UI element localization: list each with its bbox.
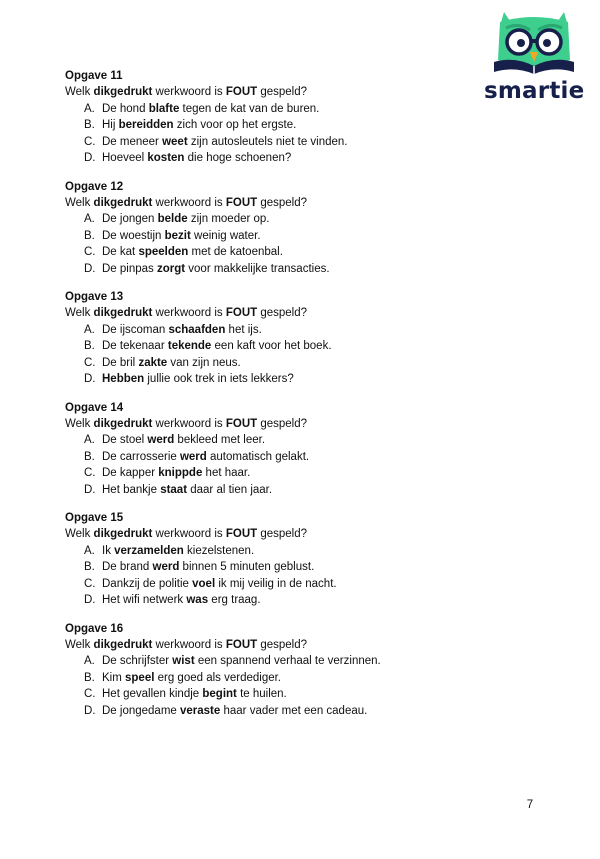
option-letter: A. <box>84 102 95 115</box>
sentence-text: De stoel <box>102 434 148 446</box>
exercise-question <box>65 416 535 433</box>
option-letter: A. <box>84 544 95 557</box>
sentence-text: De ijscoman <box>102 323 169 336</box>
answer-option <box>65 482 535 499</box>
answer-option <box>65 244 535 261</box>
verb-bold: veraste <box>180 704 221 717</box>
answer-options <box>65 432 535 498</box>
question-text: werkwoord is <box>152 86 226 98</box>
sentence-text: De woestijn <box>102 229 165 242</box>
sentence-text: het ijs. <box>225 323 262 336</box>
sentence-text: De tekenaar <box>102 340 168 352</box>
question-emphasis: dikgedrukt <box>93 638 153 651</box>
verb-bold: zakte <box>138 356 168 369</box>
exercise-question <box>65 84 535 101</box>
sentence-text: weinig water. <box>190 229 261 242</box>
answer-options <box>65 101 535 167</box>
option-sentence <box>102 211 270 228</box>
sentence-text: De carrosserie <box>102 450 180 463</box>
answer-options <box>65 211 535 277</box>
sentence-text: een spannend verhaal te verzinnen. <box>194 655 381 667</box>
verb-bold: kosten <box>147 152 185 164</box>
question-text: Welk <box>65 638 94 651</box>
sentence-text: De jongen <box>102 213 158 225</box>
option-letter: B. <box>84 671 95 684</box>
option-letter: A. <box>84 655 95 667</box>
sentence-text: zich voor op het ergste. <box>173 119 297 131</box>
option-sentence <box>102 449 309 466</box>
question-text: werkwoord is <box>152 528 226 540</box>
question-text: werkwoord is <box>152 196 226 209</box>
option-sentence <box>102 134 348 151</box>
verb-bold: tekende <box>167 340 212 352</box>
verb-bold: staat <box>160 483 188 496</box>
verb-bold: begint <box>202 688 237 700</box>
question-emphasis: dikgedrukt <box>93 528 153 540</box>
answer-option <box>65 211 535 228</box>
question-text: Welk <box>65 196 94 209</box>
sentence-text: het haar. <box>202 467 251 479</box>
verb-bold: was <box>186 594 209 606</box>
option-sentence <box>102 653 381 670</box>
question-text: Welk <box>65 417 94 430</box>
question-emphasis: FOUT <box>225 528 258 540</box>
option-sentence <box>102 371 294 388</box>
sentence-text: voor makkelijke transacties. <box>185 262 330 275</box>
sentence-text: Het bankje <box>102 483 161 496</box>
verb-bold: wist <box>172 655 195 667</box>
sentence-text: bekleed met leer. <box>174 434 266 446</box>
sentence-text: De brand <box>102 561 153 573</box>
answer-option <box>65 432 535 449</box>
sentence-text: Het gevallen kindje <box>102 688 203 700</box>
option-letter: C. <box>84 246 96 258</box>
answer-option <box>65 117 535 134</box>
option-letter: B. <box>84 561 95 573</box>
verb-bold: belde <box>157 213 188 225</box>
sentence-text: binnen 5 minuten geblust. <box>179 561 315 573</box>
exercise-question <box>65 637 535 654</box>
sentence-text: De kapper <box>102 467 159 479</box>
option-sentence <box>102 576 337 593</box>
answer-option <box>65 322 535 339</box>
sentence-text: ik mij veilig in de nacht. <box>215 577 337 590</box>
sentence-text: automatisch gelakt. <box>206 450 310 463</box>
question-emphasis: FOUT <box>225 417 258 430</box>
question-text: werkwoord is <box>152 638 226 651</box>
answer-option <box>65 653 535 670</box>
sentence-text: daar al tien jaar. <box>187 483 273 496</box>
question-text: gespeld? <box>257 417 308 430</box>
sentence-text: Het wifi netwerk <box>102 594 187 606</box>
sentence-text: met de katoenbal. <box>188 246 283 258</box>
sentence-text: Dankzij de politie <box>102 577 193 590</box>
option-letter: A. <box>84 323 95 336</box>
sentence-text: haar vader met een cadeau. <box>220 704 368 717</box>
option-sentence <box>102 244 283 261</box>
verb-bold: blafte <box>148 102 180 115</box>
option-sentence <box>102 228 261 245</box>
answer-option <box>65 355 535 372</box>
option-letter: D. <box>84 373 96 385</box>
question-emphasis: dikgedrukt <box>93 307 153 319</box>
sentence-text: De bril <box>102 356 139 369</box>
option-sentence <box>102 261 330 278</box>
answer-option <box>65 101 535 118</box>
sentence-text: De kat <box>102 246 139 258</box>
sentence-text: erg traag. <box>208 594 261 606</box>
option-sentence <box>102 355 241 372</box>
option-letter: D. <box>84 704 96 717</box>
question-text: Welk <box>65 307 94 319</box>
sentence-text: De pinpas <box>102 262 157 275</box>
exercise <box>65 179 535 278</box>
question-emphasis: dikgedrukt <box>93 417 153 430</box>
verb-bold: speel <box>125 671 155 684</box>
sentence-text: kiezelstenen. <box>183 544 255 557</box>
verb-bold: Hebben <box>102 373 145 385</box>
question-text: gespeld? <box>257 86 308 98</box>
page-number: 7 <box>526 799 534 811</box>
question-text: gespeld? <box>257 638 308 651</box>
verb-bold: zorgt <box>156 262 186 275</box>
answer-option <box>65 592 535 609</box>
exercise-question <box>65 305 535 322</box>
verb-bold: verzamelden <box>114 544 184 557</box>
exercise-question <box>65 526 535 543</box>
answer-option <box>65 449 535 466</box>
question-text: Welk <box>65 86 94 98</box>
question-emphasis: FOUT <box>225 86 258 98</box>
exercise <box>65 621 535 720</box>
option-sentence <box>102 670 281 687</box>
sentence-text: Hoeveel <box>102 152 148 164</box>
exercise-title: Opgave 14 <box>65 401 124 414</box>
exercise-title: Opgave 15 <box>65 512 124 524</box>
answer-option <box>65 150 535 167</box>
option-letter: A. <box>84 213 95 225</box>
option-letter: B. <box>84 340 95 352</box>
option-letter: C. <box>84 467 96 479</box>
verb-bold: werd <box>147 434 175 446</box>
exercise <box>65 289 535 388</box>
question-text: gespeld? <box>257 196 308 209</box>
answer-option <box>65 670 535 687</box>
option-letter: D. <box>84 594 96 606</box>
question-emphasis: dikgedrukt <box>93 86 153 98</box>
sentence-text: Hij <box>102 119 119 131</box>
answer-option <box>65 559 535 576</box>
option-letter: C. <box>84 688 96 700</box>
verb-bold: weet <box>162 135 188 148</box>
option-letter: D. <box>84 152 96 164</box>
sentence-text: zijn autosleutels niet te vinden. <box>187 135 348 148</box>
verb-bold: bezit <box>164 229 191 242</box>
exercise-title: Opgave 12 <box>65 180 124 193</box>
question-text: gespeld? <box>257 307 308 319</box>
answer-option <box>65 338 535 355</box>
sentence-text: De meneer <box>102 135 163 148</box>
exercise-title: Opgave 16 <box>65 622 124 635</box>
exercise-title: Opgave 13 <box>65 291 124 303</box>
option-letter: D. <box>84 483 96 496</box>
option-sentence <box>102 465 250 482</box>
sentence-text: jullie ook trek in iets lekkers? <box>144 373 294 385</box>
exercise-title: Opgave 11 <box>65 70 123 82</box>
verb-bold: schaafden <box>168 323 226 336</box>
question-text: werkwoord is <box>152 417 226 430</box>
answer-option <box>65 576 535 593</box>
option-sentence <box>102 338 332 355</box>
option-sentence <box>102 482 272 499</box>
sentence-text: Kim <box>102 671 125 684</box>
option-sentence <box>102 322 262 339</box>
question-emphasis: FOUT <box>225 638 258 651</box>
option-letter: C. <box>84 356 96 369</box>
option-sentence <box>102 543 254 560</box>
sentence-text: van zijn neus. <box>167 356 241 369</box>
answer-option <box>65 543 535 560</box>
sentence-text: te huilen. <box>236 688 287 700</box>
answer-option <box>65 465 535 482</box>
option-letter: C. <box>84 577 96 590</box>
sentence-text: De hond <box>102 102 149 115</box>
sentence-text: een kaft voor het boek. <box>211 340 332 352</box>
verb-bold: speelden <box>138 246 189 258</box>
option-sentence <box>102 559 314 576</box>
answer-option <box>65 686 535 703</box>
verb-bold: werd <box>179 450 207 463</box>
question-emphasis: FOUT <box>225 196 258 209</box>
question-text: gespeld? <box>257 528 308 540</box>
verb-bold: voel <box>192 577 216 590</box>
option-sentence <box>102 432 265 449</box>
question-text: werkwoord is <box>152 307 226 319</box>
sentence-text: die hoge schoenen? <box>184 152 292 164</box>
question-text: Welk <box>65 528 94 540</box>
option-letter: A. <box>84 434 95 446</box>
option-sentence <box>102 117 296 134</box>
sentence-text: De schrijfster <box>102 655 173 667</box>
option-letter: B. <box>84 450 95 463</box>
option-sentence <box>102 592 261 609</box>
answer-options <box>65 543 535 609</box>
verb-bold: bereidden <box>118 119 174 131</box>
answer-option <box>65 228 535 245</box>
option-sentence <box>102 101 319 118</box>
exercise <box>65 510 535 609</box>
sentence-text: De jongedame <box>102 704 180 717</box>
question-emphasis: FOUT <box>225 307 258 319</box>
option-letter: C. <box>84 135 96 148</box>
exercise <box>65 68 535 167</box>
sentence-text: tegen de kat van de buren. <box>179 102 320 115</box>
question-emphasis: dikgedrukt <box>93 196 153 209</box>
answer-option <box>65 703 535 720</box>
option-letter: B. <box>84 229 95 242</box>
answer-options <box>65 653 535 719</box>
sentence-text: erg goed als verdediger. <box>154 671 282 684</box>
option-sentence <box>102 703 367 720</box>
option-sentence <box>102 686 287 703</box>
sentence-text: zijn moeder op. <box>187 213 270 225</box>
option-sentence <box>102 150 291 167</box>
answer-option <box>65 134 535 151</box>
answer-options <box>65 322 535 388</box>
exercise-question <box>65 195 535 212</box>
exercise-list <box>65 68 535 731</box>
logo-text: smartie <box>484 78 585 104</box>
answer-option <box>65 261 535 278</box>
answer-option <box>65 371 535 388</box>
sentence-text: Ik <box>102 544 115 557</box>
exercise <box>65 400 535 499</box>
verb-bold: knippde <box>158 467 203 479</box>
verb-bold: werd <box>152 561 180 573</box>
option-letter: D. <box>84 262 96 275</box>
option-letter: B. <box>84 119 95 131</box>
